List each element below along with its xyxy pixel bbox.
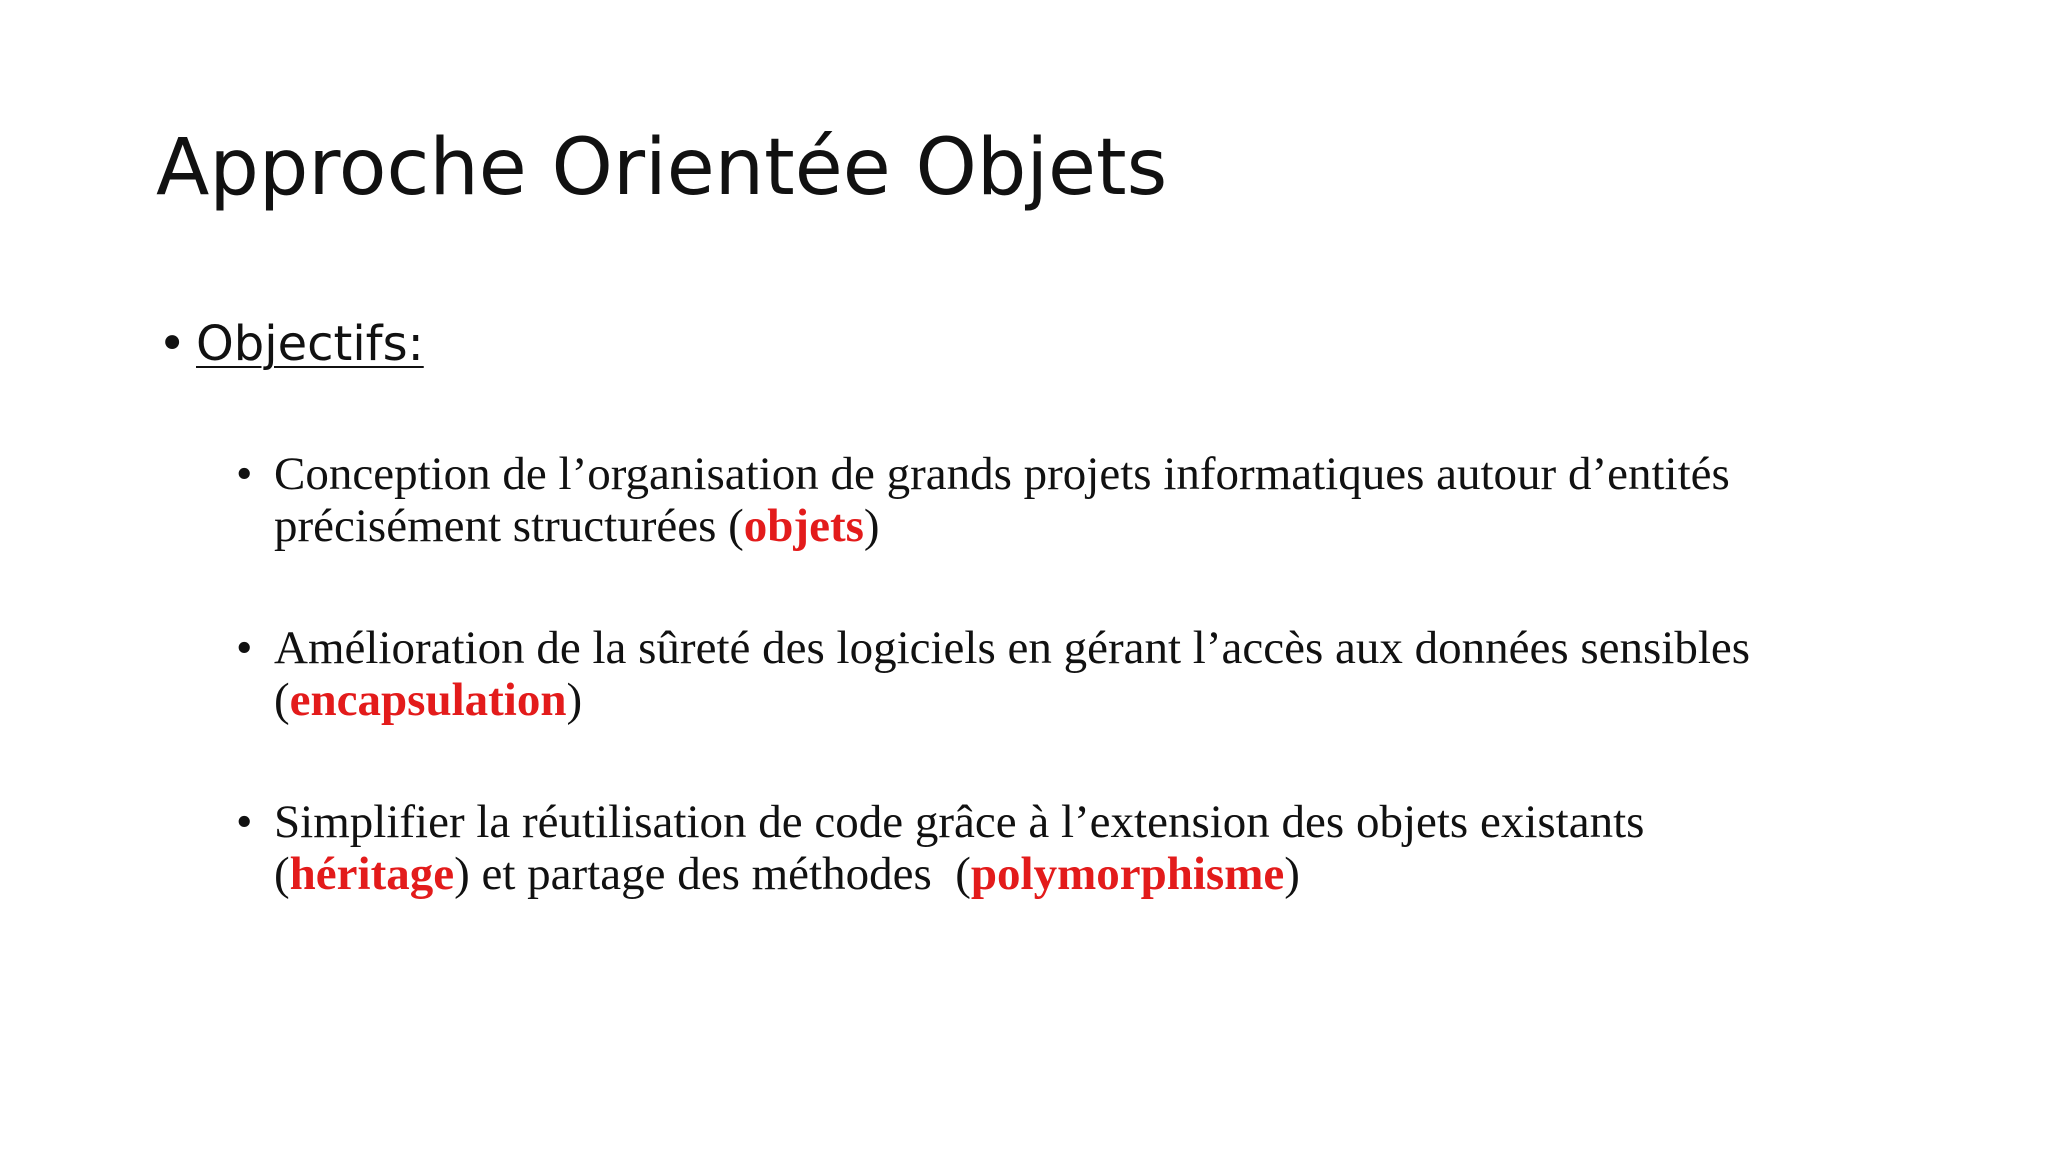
section-label: Objectifs: — [196, 316, 424, 372]
item-text: ( — [274, 674, 290, 726]
objectives-list — [236, 448, 1996, 970]
item-text: Amélioration de la sûreté des logiciels en gérant l’accès aux données sensibles — [274, 622, 1751, 674]
item-text: ) — [1284, 848, 1300, 900]
list-item — [236, 448, 1996, 552]
keyword: encapsulation — [289, 674, 567, 726]
item-text: précisément structurées ( — [274, 500, 744, 552]
keyword: polymorphisme — [970, 848, 1285, 900]
keyword: objets — [743, 500, 864, 552]
section-heading — [158, 314, 424, 374]
bullet-icon: • — [236, 622, 253, 674]
item-text: Simplifier la réutilisation de code grâce à l’extension des objets existants — [274, 796, 1645, 848]
item-text: ) — [566, 674, 583, 726]
keyword: héritage — [289, 848, 455, 900]
item-text: ) et partage des méthodes ( — [454, 848, 971, 900]
bullet-icon: • — [236, 448, 253, 500]
slide-title: Approche Orientée Objets — [156, 123, 1168, 213]
list-item — [236, 622, 1996, 726]
item-text: ) — [863, 500, 880, 552]
item-text: Conception de l’organisation de grands projets informatiques autour d’entités — [274, 448, 1730, 500]
bullet-icon: • — [158, 316, 187, 372]
item-text: ( — [274, 848, 290, 900]
list-item — [236, 796, 1996, 900]
bullet-icon: • — [236, 796, 253, 848]
